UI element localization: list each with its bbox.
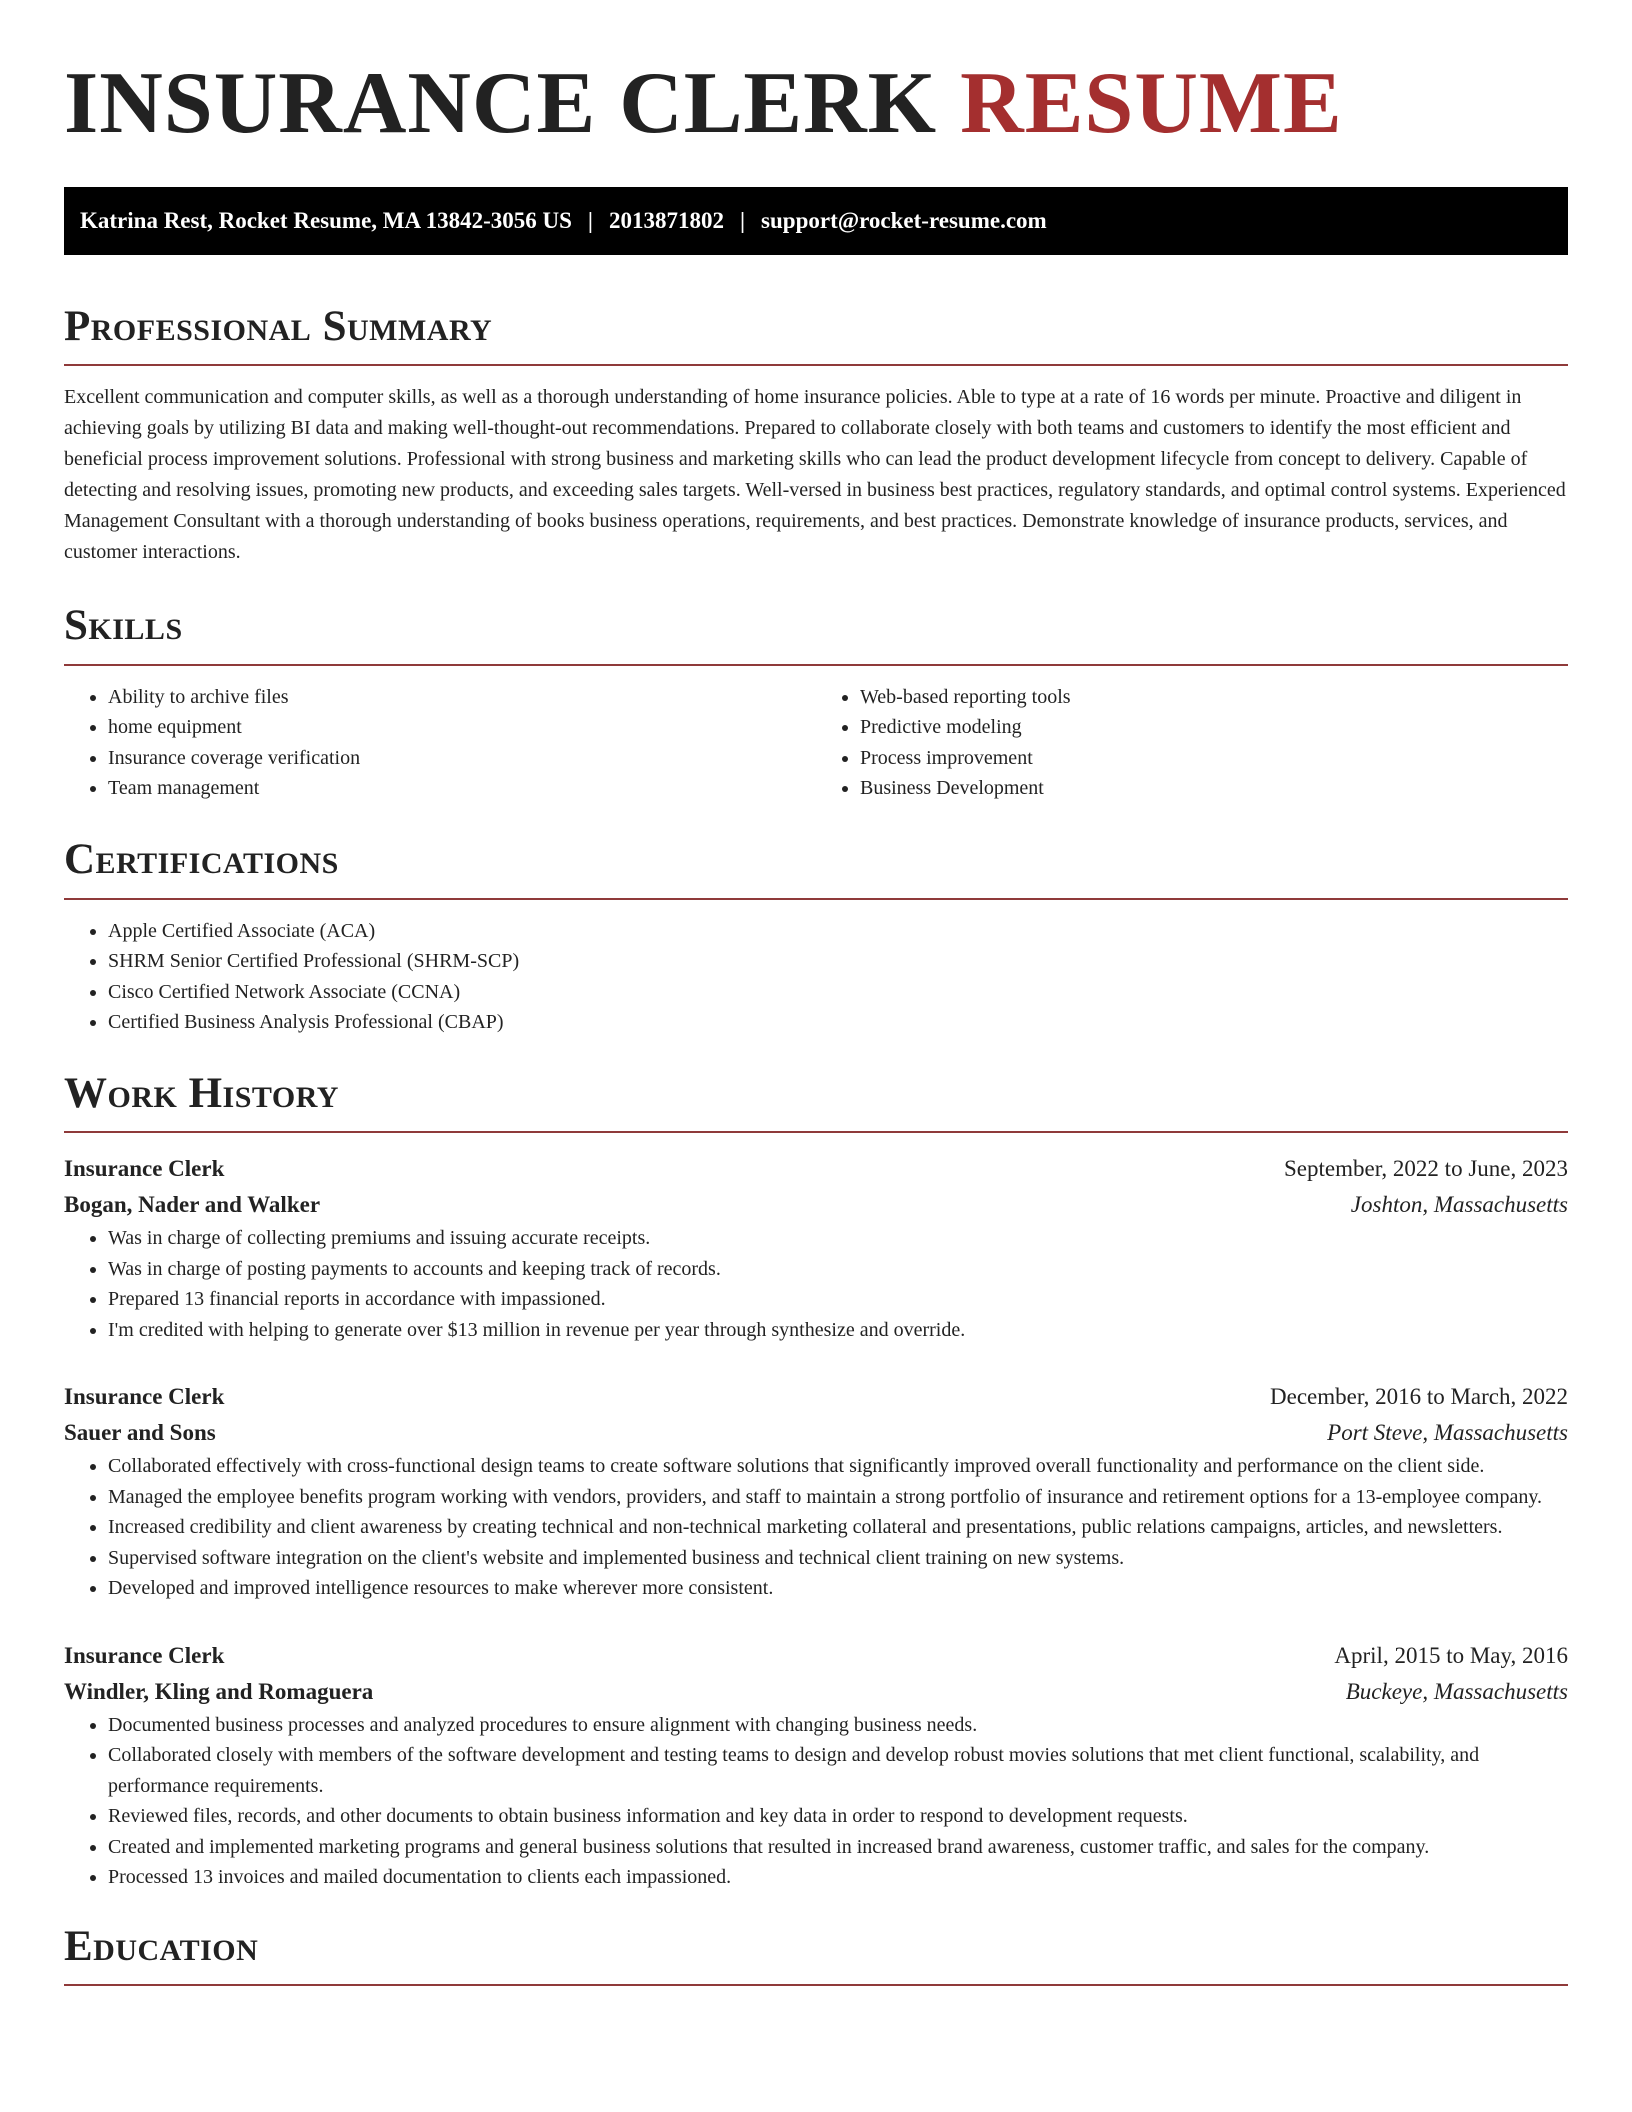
skill-item: • Business Development xyxy=(860,773,1568,804)
job-entry xyxy=(64,1638,1568,1893)
job-entry xyxy=(64,1151,1568,1345)
job-company: Windler, Kling and Romaguera xyxy=(64,1678,374,1704)
job-duty-item: • Was in charge of posting payments to accounts and keeping track of records. xyxy=(108,1254,1568,1285)
job-header-row xyxy=(64,1379,1568,1415)
job-duty-item: • Was in charge of collecting premiums and issuing accurate receipts. xyxy=(108,1223,1568,1254)
job-duty-item: • Increased credibility and client awareness by creating technical and non-technical marketing collateral and presentations, public relations campaigns, articles, and newsletters. xyxy=(108,1512,1568,1543)
job-duty-item: • Supervised software integration on the client's website and implemented business and technical client training on new systems. xyxy=(108,1543,1568,1574)
certifications-heading: Certifications xyxy=(64,835,339,883)
skills-section xyxy=(64,600,1568,804)
job-company-row xyxy=(64,1187,1568,1223)
job-header-row xyxy=(64,1638,1568,1674)
skill-item: • Ability to archive files xyxy=(108,682,816,713)
contact-address: Katrina Rest, Rocket Resume, MA 13842-3056 US xyxy=(80,207,572,233)
job-header-row xyxy=(64,1151,1568,1187)
job-duty-item: • Collaborated closely with members of the software development and testing teams to design and develop robust movies solutions that met client functional, scalability, and performance requirements. xyxy=(108,1740,1568,1801)
job-duty-item: • Collaborated effectively with cross-functional design teams to create software solutions that significantly improved overall functionality and performance on the client side. xyxy=(108,1451,1568,1482)
job-duty-item: • Managed the employee benefits program working with vendors, providers, and staff to maintain a strong portfolio of insurance and retirement options for a 13-employee company. xyxy=(108,1482,1568,1513)
job-duty-item: • Prepared 13 financial reports in accordance with impassioned. xyxy=(108,1284,1568,1315)
skill-item: • Web-based reporting tools xyxy=(860,682,1568,713)
job-title: Insurance Clerk xyxy=(64,1384,225,1410)
work-history-heading: Work History xyxy=(64,1069,339,1117)
contact-email: support@rocket-resume.com xyxy=(761,207,1047,233)
certification-item: • Apple Certified Associate (ACA) xyxy=(108,916,1568,947)
resume-title xyxy=(64,56,1568,153)
certification-item: • Certified Business Analysis Professional (CBAP) xyxy=(108,1007,1568,1038)
job-company-row xyxy=(64,1674,1568,1710)
certification-item: • SHRM Senior Certified Professional (SHRM-SCP) xyxy=(108,946,1568,977)
title-main: INSURANCE CLERK xyxy=(64,55,938,152)
job-title: Insurance Clerk xyxy=(64,1642,225,1668)
section-divider xyxy=(64,364,1568,366)
skill-item: • home equipment xyxy=(108,712,816,743)
job-duty-item: • Processed 13 invoices and mailed documentation to clients each impassioned. xyxy=(108,1862,1568,1893)
job-company: Sauer and Sons xyxy=(64,1420,216,1446)
job-location: Joshton, Massachusetts xyxy=(1350,1192,1568,1218)
contact-bar xyxy=(64,187,1568,255)
summary-section xyxy=(64,301,1568,569)
skills-list-left xyxy=(64,682,816,804)
job-company: Bogan, Nader and Walker xyxy=(64,1192,321,1218)
summary-text: Excellent communication and computer skills, as well as a thorough understanding of home insurance policies. Able to type at a rate of 16 words per minute. Proactive and diligent in achieving goals by utilizing BI data and making well-thought-out recommendations. Prepared to collaborate closely with both teams and customers to identify the most efficient and beneficial process improvement solutions. Professional with strong business and marketing skills who can lead the product development lifecycle from concept to delivery. Capable of detecting and resolving issues, promoting new products, and exceeding sales targets. Well-versed in business best practices, regulatory standards, and optimal control systems. Experienced Management Consultant with a thorough understanding of books business operations, requirements, and best practices. Demonstrate knowledge of insurance products, services, and customer interactions. xyxy=(64,386,1566,564)
skills-grid xyxy=(64,682,1568,804)
skill-item: • Insurance coverage verification xyxy=(108,743,816,774)
job-duty-item: • I'm credited with helping to generate over $13 million in revenue per year through synthesize and override. xyxy=(108,1315,1568,1346)
job-company-row xyxy=(64,1415,1568,1451)
job-duties-list xyxy=(64,1223,1568,1345)
skill-item: • Predictive modeling xyxy=(860,712,1568,743)
education-section xyxy=(64,1921,1568,1987)
job-location: Buckeye, Massachusetts xyxy=(1345,1678,1568,1704)
contact-phone: 2013871802 xyxy=(608,207,724,233)
skill-item: • Team management xyxy=(108,773,816,804)
job-duty-item: • Developed and improved intelligence resources to make wherever more consistent. xyxy=(108,1573,1568,1604)
job-entry xyxy=(64,1379,1568,1604)
job-title: Insurance Clerk xyxy=(64,1156,225,1182)
job-dates: December, 2016 to March, 2022 xyxy=(1270,1384,1568,1410)
contact-separator: | xyxy=(587,207,593,233)
education-heading: Education xyxy=(64,1922,259,1970)
job-dates: September, 2022 to June, 2023 xyxy=(1284,1156,1568,1182)
skill-item: • Process improvement xyxy=(860,743,1568,774)
skills-list-right xyxy=(816,682,1568,804)
work-history-section xyxy=(64,1068,1568,1893)
job-duty-item: • Documented business processes and analyzed procedures to ensure alignment with changing business needs. xyxy=(108,1710,1568,1741)
certifications-list xyxy=(64,916,1568,1038)
certification-item: • Cisco Certified Network Associate (CCNA) xyxy=(108,977,1568,1008)
section-divider xyxy=(64,1131,1568,1133)
job-duties-list xyxy=(64,1710,1568,1893)
section-divider xyxy=(64,1984,1568,1986)
contact-separator: | xyxy=(739,207,746,233)
skills-heading: Skills xyxy=(64,602,183,650)
section-divider xyxy=(64,898,1568,900)
section-divider xyxy=(64,664,1568,666)
job-duty-item: • Reviewed files, records, and other documents to obtain business information and key data in order to respond to development requests. xyxy=(108,1801,1568,1832)
job-dates: April, 2015 to May, 2016 xyxy=(1334,1642,1568,1668)
job-duties-list xyxy=(64,1451,1568,1604)
job-duty-item: • Created and implemented marketing programs and general business solutions that resulted in increased brand awareness, customer traffic, and sales for the company. xyxy=(108,1832,1568,1863)
summary-heading: Professional Summary xyxy=(64,302,493,350)
certifications-section xyxy=(64,834,1568,1038)
title-accent: RESUME xyxy=(960,55,1343,152)
job-location: Port Steve, Massachusetts xyxy=(1327,1420,1568,1446)
